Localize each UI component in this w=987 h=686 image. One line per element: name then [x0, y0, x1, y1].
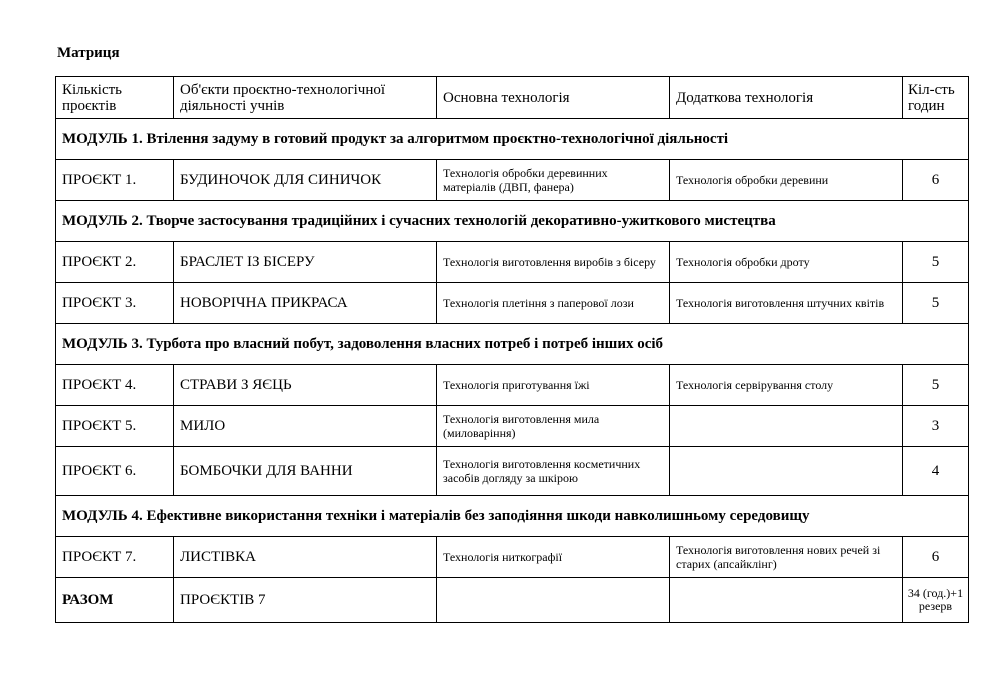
project-hours: 6 [903, 160, 969, 201]
main-technology: Технологія ниткографії [437, 537, 670, 578]
extra-technology: Технологія обробки деревини [670, 160, 903, 201]
module-row [56, 496, 969, 537]
main-technology: Технологія виготовлення мила (миловаріння) [437, 406, 670, 447]
project-number: ПРОЄКТ 2. [56, 242, 174, 283]
header-objects: Об'єкти проєктно-технологічної діяльності учнів [174, 77, 437, 119]
main-technology: Технологія виготовлення виробів з бісеру [437, 242, 670, 283]
total-row [56, 578, 969, 623]
project-number: ПРОЄКТ 5. [56, 406, 174, 447]
table-row [56, 406, 969, 447]
extra-technology: Технологія обробки дроту [670, 242, 903, 283]
project-hours: 5 [903, 242, 969, 283]
project-number: ПРОЄКТ 6. [56, 447, 174, 496]
project-hours: 5 [903, 283, 969, 324]
extra-technology: Технологія сервірування столу [670, 365, 903, 406]
table-row [56, 365, 969, 406]
project-number: ПРОЄКТ 1. [56, 160, 174, 201]
total-extra-technology [670, 578, 903, 623]
table-row [56, 242, 969, 283]
main-technology: Технологія плетіння з паперової лози [437, 283, 670, 324]
project-object: ЛИСТІВКА [174, 537, 437, 578]
total-label: РАЗОМ [56, 578, 174, 623]
module-row [56, 119, 969, 160]
project-hours: 3 [903, 406, 969, 447]
total-hours: 34 (год.)+1 резерв [903, 578, 969, 623]
project-hours: 5 [903, 365, 969, 406]
project-object: МИЛО [174, 406, 437, 447]
document-title: Матриця [57, 45, 120, 61]
total-main-technology [437, 578, 670, 623]
project-object: СТРАВИ З ЯЄЦЬ [174, 365, 437, 406]
extra-technology: Технологія виготовлення нових речей зі старих (апсайклінг) [670, 537, 903, 578]
header-row [56, 77, 969, 119]
project-object: БОМБОЧКИ ДЛЯ ВАННИ [174, 447, 437, 496]
module-title: МОДУЛЬ 3. Турбота про власний побут, задоволення власних потреб і потреб інших осіб [56, 324, 969, 365]
header-hours: Кіл-сть годин [903, 77, 969, 119]
module-title: МОДУЛЬ 1. Втілення задуму в готовий продукт за алгоритмом проєктно-технологічної діяльності [56, 119, 969, 160]
main-technology: Технологія обробки деревинних матеріалів (ДВП, фанера) [437, 160, 670, 201]
header-count: Кількість проєктів [56, 77, 174, 119]
main-technology: Технологія виготовлення косметичних засобів догляду за шкірою [437, 447, 670, 496]
project-hours: 6 [903, 537, 969, 578]
total-projects: ПРОЄКТІВ 7 [174, 578, 437, 623]
module-row [56, 324, 969, 365]
project-hours: 4 [903, 447, 969, 496]
project-number: ПРОЄКТ 4. [56, 365, 174, 406]
main-technology: Технологія приготування їжі [437, 365, 670, 406]
project-number: ПРОЄКТ 3. [56, 283, 174, 324]
module-title: МОДУЛЬ 2. Творче застосування традиційних і сучасних технологій декоративно-ужиткового мистецтва [56, 201, 969, 242]
project-matrix-table [55, 76, 969, 623]
table-row [56, 537, 969, 578]
extra-technology [670, 447, 903, 496]
project-object: НОВОРІЧНА ПРИКРАСА [174, 283, 437, 324]
table-row [56, 283, 969, 324]
header-extra-tech: Додаткова технологія [670, 77, 903, 119]
project-object: БРАСЛЕТ ІЗ БІСЕРУ [174, 242, 437, 283]
extra-technology: Технологія виготовлення штучних квітів [670, 283, 903, 324]
module-row [56, 201, 969, 242]
project-object: БУДИНОЧОК ДЛЯ СИНИЧОК [174, 160, 437, 201]
project-number: ПРОЄКТ 7. [56, 537, 174, 578]
table-row [56, 160, 969, 201]
header-main-tech: Основна технологія [437, 77, 670, 119]
table-row [56, 447, 969, 496]
extra-technology [670, 406, 903, 447]
module-title: МОДУЛЬ 4. Ефективне використання техніки і матеріалів без заподіяння шкоди навколишньому середовищу [56, 496, 969, 537]
